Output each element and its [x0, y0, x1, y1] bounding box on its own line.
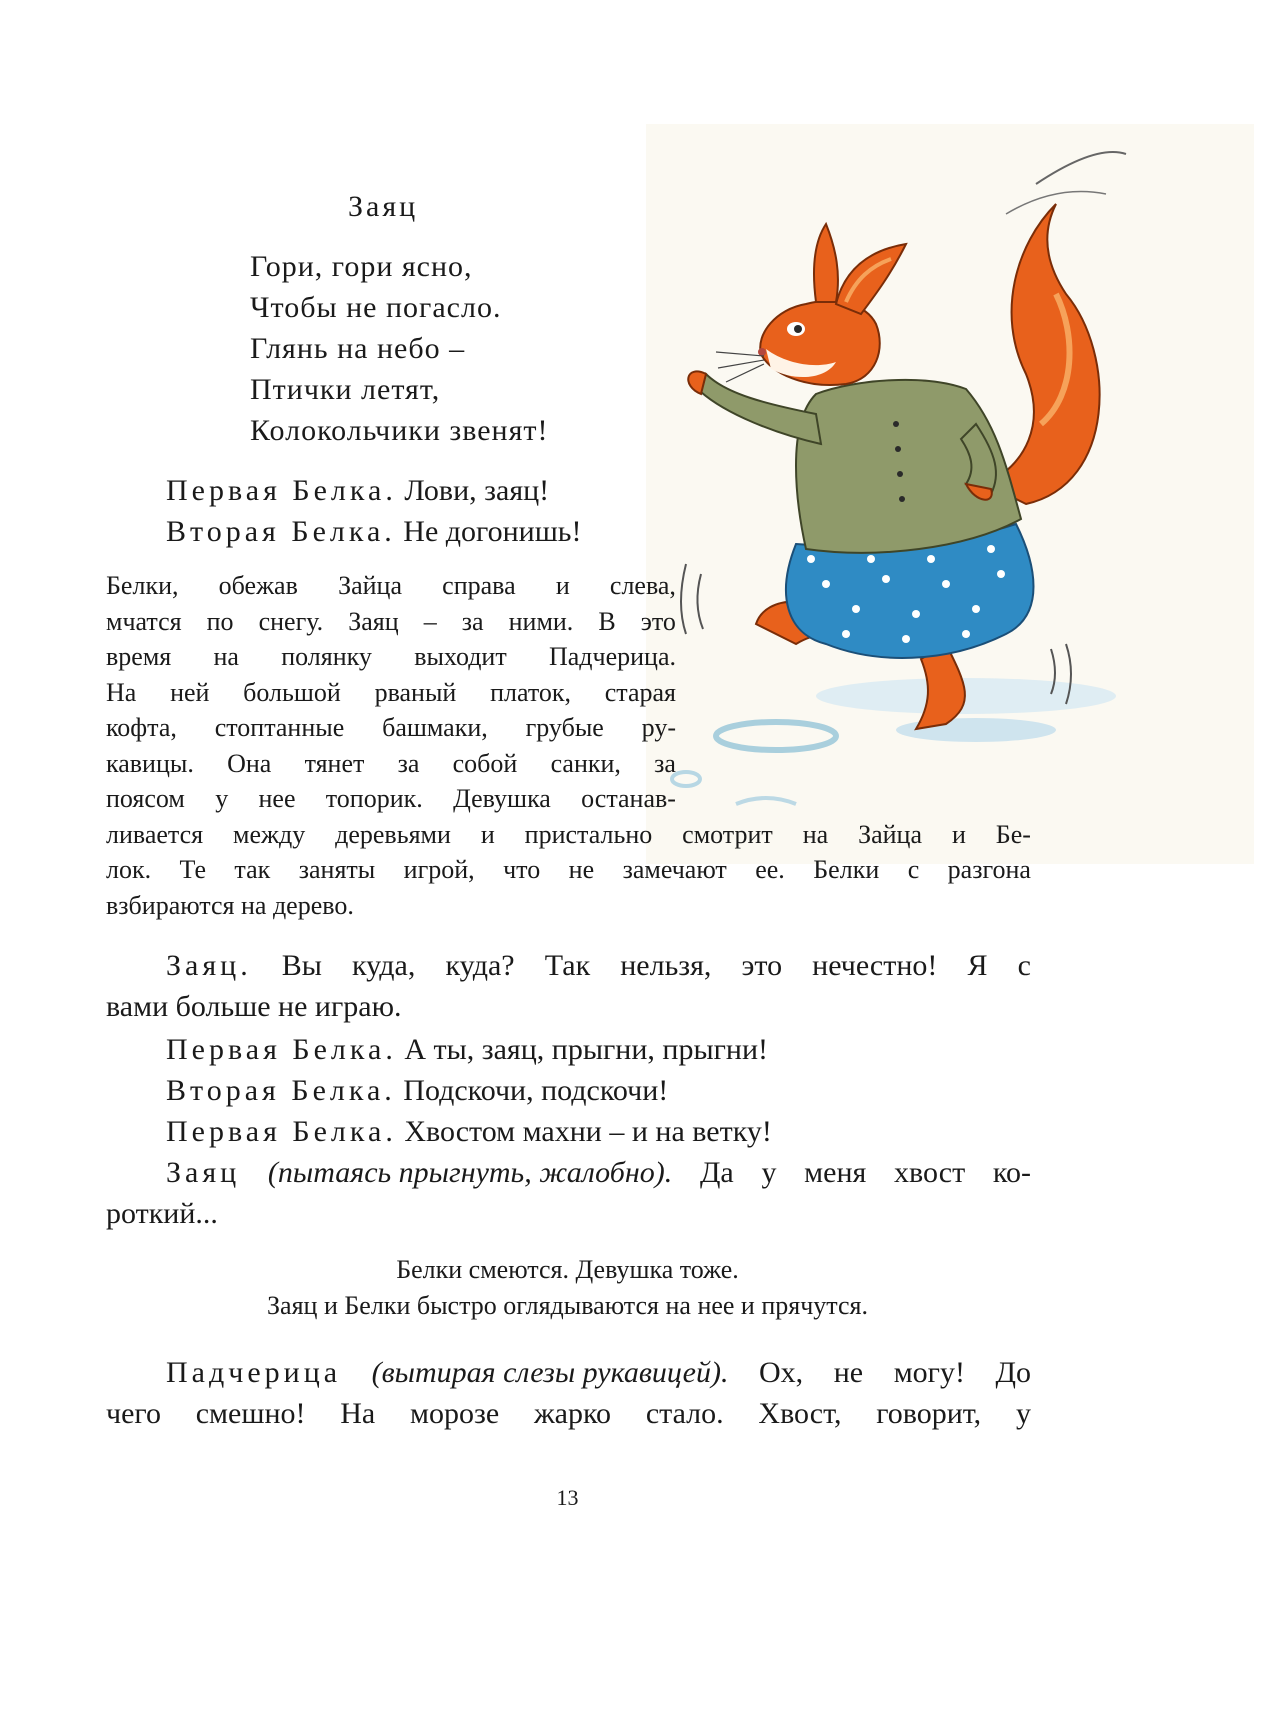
speaker-name: Падчерица — [166, 1356, 342, 1389]
word: у — [215, 784, 229, 813]
word: Да — [699, 1156, 734, 1189]
word: выходит — [414, 642, 507, 671]
word: старая — [604, 677, 676, 707]
word: за — [654, 748, 676, 778]
word: куда? — [445, 949, 515, 982]
dialog-line — [166, 470, 549, 511]
speaker-name: Первая Белка. — [166, 474, 397, 507]
speaker-name: Заяц. — [166, 949, 252, 982]
word: Так — [544, 949, 591, 982]
paragraph-text: вами больше не играю. — [106, 990, 402, 1023]
stage-direction-centered: Белки смеются. Девушка тоже. — [396, 1255, 739, 1284]
word: Зайца — [338, 571, 402, 600]
dialog-paragraph — [106, 945, 1031, 1027]
poem-line: Колокольчики звенят! — [250, 414, 549, 447]
song-poem — [250, 246, 549, 451]
stage-line — [106, 781, 676, 817]
paragraph-line — [106, 1352, 1031, 1393]
speaker-name: Первая Белка. — [166, 1115, 397, 1148]
word: ру- — [641, 713, 676, 742]
paragraph-text: роткий... — [106, 1197, 218, 1230]
word: стоптанные — [214, 713, 345, 742]
word: на — [213, 642, 239, 671]
word: Хвост, — [758, 1397, 842, 1430]
word: На — [340, 1397, 376, 1430]
word: куда, — [352, 949, 416, 982]
word: тянет — [304, 748, 365, 778]
word: разгона — [947, 855, 1031, 884]
word: смотрит — [682, 819, 773, 849]
stage-line — [106, 675, 676, 711]
word: нельзя, — [620, 949, 712, 982]
word: нее — [258, 784, 296, 813]
speaker-name: Первая Белка. — [166, 1033, 397, 1066]
word: замечают — [622, 855, 727, 884]
paragraph-line — [106, 1393, 1031, 1434]
word: что — [503, 855, 541, 884]
word: На — [106, 677, 137, 707]
stage-remark: (вытирая слезы рукавицей). — [371, 1356, 729, 1389]
poem-line: Гори, гори ясно, — [250, 250, 473, 283]
word: поясом — [106, 784, 185, 813]
word: по — [206, 606, 234, 636]
word: у — [1015, 1397, 1031, 1430]
dialog-line — [166, 1111, 772, 1152]
word: топорик. — [325, 784, 423, 813]
word: и — [480, 819, 495, 849]
word: чего — [106, 1397, 161, 1430]
word: на — [802, 819, 829, 849]
stage-line — [106, 852, 1031, 888]
word: снегу. — [258, 606, 324, 636]
word: мчатся — [106, 606, 182, 636]
word: это — [741, 949, 783, 982]
word: кавицы. — [106, 748, 194, 778]
word: морозе — [410, 1397, 500, 1430]
dialog-line — [166, 1029, 768, 1070]
word: Те — [179, 855, 206, 884]
word: лок. — [106, 855, 152, 884]
word: хвост — [894, 1156, 966, 1189]
stage-remark: (пытаясь прыгнуть, жалобно). — [267, 1156, 673, 1189]
word: грубые — [525, 713, 604, 742]
word: нечестно! — [812, 949, 938, 982]
word: стало. — [645, 1397, 724, 1430]
word: за — [397, 748, 420, 778]
word: Белки, — [106, 571, 179, 600]
word: за — [461, 606, 484, 636]
dialog-text: Не догонишь! — [403, 515, 582, 548]
word: меня — [804, 1156, 867, 1189]
word: взбираются на дерево. — [106, 890, 354, 920]
dialog-text: Хвостом махни – и на ветку! — [404, 1115, 772, 1148]
word: Зайца — [858, 819, 923, 849]
word: большой — [243, 677, 341, 707]
word: ко- — [992, 1156, 1031, 1189]
word: не — [568, 855, 595, 884]
word: До — [995, 1356, 1031, 1389]
word: Заяц — [348, 606, 399, 636]
word: полянку — [281, 642, 372, 671]
word: останав- — [581, 784, 676, 813]
word: Девушка — [453, 784, 551, 813]
word: и — [951, 819, 966, 849]
word: у — [761, 1156, 777, 1189]
word: Белки — [813, 855, 880, 884]
paragraph-line — [106, 945, 1031, 986]
stage-line — [106, 604, 676, 640]
word: Бе- — [995, 819, 1031, 849]
dialog-text: Подскочи, подскочи! — [403, 1074, 669, 1107]
word: Вы — [281, 949, 322, 982]
word: ними. — [508, 606, 574, 636]
poem-line: Птички летят, — [250, 373, 441, 406]
paragraph-line — [106, 1152, 1031, 1193]
stage-line — [106, 746, 676, 782]
page-number: 13 — [556, 1485, 579, 1510]
poem-line: Чтобы не погасло. — [250, 291, 502, 324]
stage-line — [106, 639, 676, 675]
word: с — [1017, 949, 1031, 982]
word: время — [106, 642, 172, 671]
word: Я — [967, 949, 988, 982]
word: смешно! — [195, 1397, 306, 1430]
speaker-hare: Заяц — [348, 190, 419, 223]
word: это — [640, 606, 676, 636]
word: В — [598, 606, 616, 636]
stage-line — [106, 568, 676, 604]
word: деревьями — [335, 819, 451, 849]
word: жарко — [533, 1397, 612, 1430]
stage-direction — [106, 568, 1031, 923]
word: заняты — [298, 855, 376, 884]
dialog-paragraph — [106, 1152, 1031, 1234]
word: собой — [452, 748, 518, 778]
word: Ох, — [759, 1356, 804, 1389]
speaker-name: Вторая Белка. — [166, 515, 396, 548]
word: – — [423, 606, 437, 636]
paragraph-line — [106, 1193, 1031, 1234]
word: справа — [442, 571, 516, 600]
word: игрой, — [403, 855, 475, 884]
word: платок, — [490, 677, 571, 707]
dialog-paragraph — [106, 1352, 1031, 1434]
paragraph-line — [106, 986, 1031, 1027]
word: рваный — [374, 677, 457, 707]
dialog-text: Лови, заяц! — [404, 474, 550, 507]
stage-line — [106, 888, 1031, 924]
word: между — [233, 819, 306, 849]
word: башмаки, — [382, 713, 488, 742]
word: ней — [170, 677, 210, 707]
word: так — [234, 855, 271, 884]
stage-line — [106, 817, 1031, 853]
word: говорит, — [876, 1397, 982, 1430]
word: слева, — [609, 571, 676, 600]
speaker-name: Заяц — [166, 1156, 241, 1189]
word: могу! — [893, 1356, 965, 1389]
dialog-line — [166, 511, 581, 552]
speaker-name: Вторая Белка. — [166, 1074, 396, 1107]
word: ее. — [755, 855, 785, 884]
word: с — [907, 855, 920, 884]
stage-direction-centered: Заяц и Белки быстро оглядываются на нее и прячутся. — [267, 1291, 868, 1320]
word: кофта, — [106, 713, 177, 742]
word: и — [555, 571, 570, 600]
dialog-line — [166, 1070, 668, 1111]
stage-line — [106, 710, 676, 746]
word: не — [833, 1356, 864, 1389]
word: Падчерица. — [548, 642, 676, 671]
word: санки, — [550, 748, 621, 778]
word: Она — [227, 748, 272, 778]
poem-line: Глянь на небо – — [250, 332, 466, 365]
dialog-text: А ты, заяц, прыгни, прыгни! — [404, 1033, 769, 1066]
word: ливается — [106, 819, 204, 849]
word: пристально — [524, 819, 653, 849]
word: обежав — [218, 571, 298, 600]
